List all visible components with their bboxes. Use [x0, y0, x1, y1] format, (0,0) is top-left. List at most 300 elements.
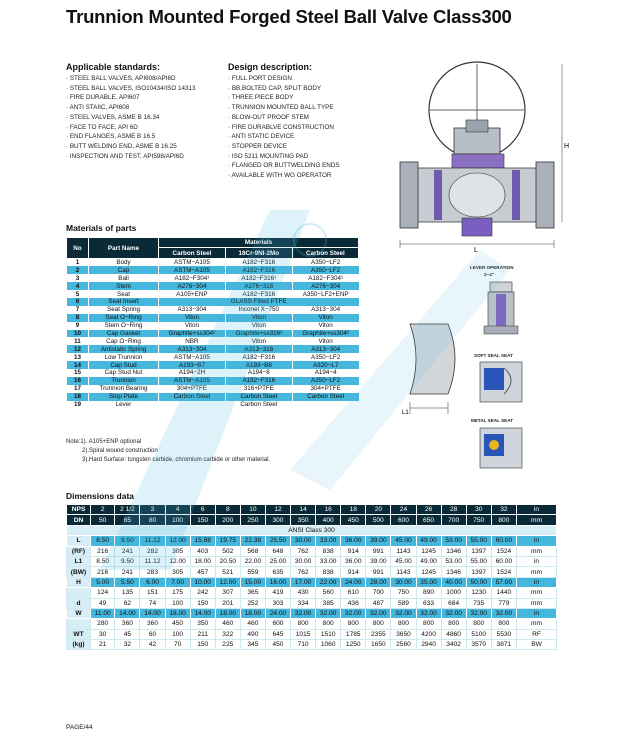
- dim-cell: 3570: [466, 640, 491, 650]
- dim-cell: 450: [341, 515, 366, 525]
- dim-cell: 800: [341, 619, 366, 629]
- materials-row: [67, 282, 359, 290]
- dim-cell: 2 1/2: [115, 505, 140, 515]
- unit-cell: in: [517, 505, 557, 515]
- dim-cell: 30.00: [291, 556, 316, 566]
- dimension-row: [67, 608, 557, 618]
- page-number: PAGE/44: [66, 724, 93, 731]
- unit-cell: mm: [517, 567, 557, 577]
- dim-cell: 20: [366, 505, 391, 515]
- dim-cell: 150: [190, 515, 215, 525]
- dim-cell: 800: [441, 619, 466, 629]
- dim-cell: 436: [341, 598, 366, 608]
- dim-cell: 305: [165, 546, 190, 556]
- material-cell: A182−F316: [225, 353, 292, 361]
- dim-cell: 633: [416, 598, 441, 608]
- dim-cell: 32.00: [491, 608, 516, 618]
- dim-cell: 32.00: [291, 608, 316, 618]
- dim-cell: 450: [265, 640, 290, 650]
- dim-cell: 62: [115, 598, 140, 608]
- dim-cell: 3402: [441, 640, 466, 650]
- class-label: ANSI Class 300: [67, 525, 557, 535]
- row-label: L1: [67, 556, 91, 566]
- materials-row: [67, 385, 359, 393]
- row-label: NPS: [67, 505, 91, 515]
- part-number: 17: [67, 385, 89, 393]
- material-cell: Viton: [225, 314, 292, 322]
- dim-cell: 100: [165, 629, 190, 639]
- dim-cell: 45: [115, 629, 140, 639]
- materials-row: [67, 401, 359, 409]
- dim-cell: 1510: [316, 629, 341, 639]
- material-cell: 304+PTFE: [292, 385, 358, 393]
- design-item: · ANTI STATIC DEVICE: [228, 133, 295, 141]
- material-cell: A313−304: [292, 306, 358, 314]
- dim-cell: 838: [316, 546, 341, 556]
- dim-cell: 33.00: [316, 536, 341, 546]
- dimension-row: [67, 598, 557, 608]
- dim-cell: 55.00: [466, 536, 491, 546]
- material-cell: Viton: [292, 322, 358, 330]
- dim-cell: 32: [491, 505, 516, 515]
- row-label: (RF): [67, 546, 91, 556]
- part-number: 11: [67, 337, 89, 345]
- dim-cell: 216: [91, 567, 115, 577]
- lever-operation-label: LEVER OPERATION: [470, 265, 514, 270]
- dim-cell: 460: [215, 619, 240, 629]
- dim-cell: 19.75: [215, 536, 240, 546]
- dim-cell: 36.00: [341, 556, 366, 566]
- dim-cell: 15.88: [190, 536, 215, 546]
- part-name: Seat: [89, 290, 159, 298]
- standards-item: · STEEL BALL VALVES, API608/API6D: [66, 75, 176, 82]
- part-name: Cap O−Ring: [89, 337, 159, 345]
- dim-cell: 1060: [316, 640, 341, 650]
- materials-row: [67, 314, 359, 322]
- dim-cell: 648: [265, 546, 290, 556]
- dim-cell: 305: [165, 567, 190, 577]
- col-stainless: 18Cr-9NI-2Mo: [225, 248, 292, 259]
- material-cell: A313−304: [292, 345, 358, 353]
- materials-row: [67, 322, 359, 330]
- dim-cell: 560: [316, 588, 341, 598]
- dim-cell: 9.50: [115, 536, 140, 546]
- dim-cell: 24: [391, 505, 416, 515]
- dim-cell: 24.00: [341, 577, 366, 587]
- dim-cell: 385: [316, 598, 341, 608]
- col-no: No: [67, 238, 89, 259]
- dim-cell: 4: [165, 505, 190, 515]
- part-name: Seat Insert: [89, 298, 159, 306]
- dim-cell: 800: [291, 619, 316, 629]
- dim-cell: 2355: [366, 629, 391, 639]
- dim-cell: 80: [140, 515, 165, 525]
- dim-cell: 403: [190, 546, 215, 556]
- dimension-row: [67, 536, 557, 546]
- materials-row: [67, 330, 359, 338]
- material-cell: A276−304: [159, 282, 226, 290]
- dim-cell: 14.00: [140, 608, 165, 618]
- standards-item: · STEEL BALL VALVES, ISO10434/ISO 14313: [66, 84, 196, 92]
- material-cell: Viton: [225, 322, 292, 330]
- material-cell: Viton: [292, 337, 358, 345]
- unit-cell: in: [517, 536, 557, 546]
- page-title: Trunnion Mounted Forged Steel Ball Valve Class300: [66, 6, 512, 27]
- dim-cell: 57.00: [491, 577, 516, 587]
- soft-seal-label: SOFT SEAL SEAT: [474, 353, 513, 358]
- dim-cell: 600: [265, 619, 290, 629]
- material-cell: NBR: [159, 337, 226, 345]
- dim-cell: 135: [115, 588, 140, 598]
- dim-cell: 1397: [466, 567, 491, 577]
- dimensions-heading: Dimensions data: [66, 491, 135, 501]
- material-cell: A182−F304¹: [292, 274, 358, 282]
- design-item: · BB,BOLTED CAP, SPLIT BODY: [228, 84, 322, 92]
- dim-label-l: L: [474, 247, 478, 254]
- material-cell: Viton: [292, 314, 358, 322]
- dim-cell: 568: [240, 546, 265, 556]
- material-cell: A350−LF2+ENP: [292, 290, 358, 298]
- dim-cell: 11.12: [140, 556, 165, 566]
- lever-angle-label: 2−4": [484, 272, 494, 277]
- material-cell: A313−304: [159, 306, 226, 314]
- part-number: 2: [67, 266, 89, 274]
- dim-cell: 419: [265, 588, 290, 598]
- dim-cell: 252: [240, 598, 265, 608]
- dim-cell: 53.00: [441, 536, 466, 546]
- dim-cell: 12: [265, 505, 290, 515]
- dim-cell: 16.00: [265, 577, 290, 587]
- nps-row: [67, 505, 557, 515]
- dim-cell: 1000: [441, 588, 466, 598]
- dim-cell: 1346: [441, 567, 466, 577]
- body-section-drawing: [398, 318, 470, 422]
- dim-cell: 3650: [391, 629, 416, 639]
- part-name: Cap Gasket: [89, 330, 159, 338]
- part-name: Antistatic Spring: [89, 345, 159, 353]
- dim-cell: 5.50: [115, 577, 140, 587]
- dim-cell: 8: [215, 505, 240, 515]
- dim-cell: 15.00: [240, 577, 265, 587]
- dim-cell: 1524: [491, 546, 516, 556]
- dim-cell: 490: [240, 629, 265, 639]
- dim-cell: 502: [215, 546, 240, 556]
- dim-cell: 49.00: [416, 536, 441, 546]
- dim-cell: 36.00: [341, 536, 366, 546]
- dimension-row: [67, 640, 557, 650]
- dim-cell: 1230: [466, 588, 491, 598]
- material-cell: Graphite+ss304²: [159, 330, 226, 338]
- dim-cell: 124: [91, 588, 115, 598]
- dim-cell: 521: [215, 567, 240, 577]
- dim-cell: 18.00: [215, 608, 240, 618]
- material-cell: A276−304: [292, 282, 358, 290]
- dim-cell: 49: [91, 598, 115, 608]
- dim-cell: 735: [466, 598, 491, 608]
- dim-cell: 20.50: [215, 556, 240, 566]
- note-3: 3).Hard Surface: tungsten carbide, chromium carbide or other material.: [82, 456, 271, 463]
- design-item: · FULL PORT DESIGN: [228, 75, 292, 82]
- dim-cell: 216: [91, 546, 115, 556]
- dim-cell: 30.00: [291, 536, 316, 546]
- material-cell: Viton: [159, 314, 226, 322]
- dim-cell: 800: [416, 619, 441, 629]
- dimension-row: [67, 577, 557, 587]
- dim-cell: 1650: [366, 640, 391, 650]
- dim-cell: 307: [215, 588, 240, 598]
- dim-cell: 39.00: [366, 556, 391, 566]
- design-item: · ISO 5211 MOUNTING PAD: [228, 152, 309, 160]
- dim-cell: 360: [115, 619, 140, 629]
- material-cell: Graphite+ss316²: [225, 330, 292, 338]
- part-name: Trunnion Bearing: [89, 385, 159, 393]
- dim-cell: 5100: [466, 629, 491, 639]
- dim-cell: 9.50: [115, 556, 140, 566]
- dim-cell: 1143: [391, 567, 416, 577]
- dim-cell: 1440: [491, 588, 516, 598]
- material-cell: Inconel X−750: [225, 306, 292, 314]
- materials-row: [67, 369, 359, 377]
- dim-cell: 838: [316, 567, 341, 577]
- materials-heading: Materials of parts: [66, 223, 137, 233]
- material-cell: Graphite+ss304²: [292, 330, 358, 338]
- dim-cell: 60: [140, 629, 165, 639]
- material-cell: A193−B7: [159, 361, 226, 369]
- design-item: · STOPPER DEVICE: [228, 142, 288, 150]
- dim-cell: 74: [140, 598, 165, 608]
- dim-cell: 2: [91, 505, 115, 515]
- dim-cell: 280: [91, 619, 115, 629]
- materials-row: [67, 361, 359, 369]
- dim-cell: 350: [291, 515, 316, 525]
- dim-cell: 710: [291, 640, 316, 650]
- part-name: Stem: [89, 282, 159, 290]
- dimension-row: [67, 619, 557, 629]
- standards-item: · FIRE DURABLE, API607: [66, 94, 140, 102]
- dim-cell: 650: [416, 515, 441, 525]
- soft-seal-drawing: [478, 360, 524, 404]
- dim-cell: 750: [391, 588, 416, 598]
- dim-label-h: H: [564, 143, 570, 150]
- material-cell: A276−316: [225, 282, 292, 290]
- dim-cell: 1397: [466, 546, 491, 556]
- part-name: Cap Stud: [89, 361, 159, 369]
- standards-item: · ANTI STAIIC, API608: [66, 104, 130, 112]
- dim-cell: 800: [316, 619, 341, 629]
- part-name: Cap: [89, 266, 159, 274]
- materials-row: [67, 259, 359, 267]
- dim-cell: 225: [215, 640, 240, 650]
- standards-item: · FACE TO FACE, API 6D: [66, 123, 138, 131]
- dim-cell: 800: [466, 619, 491, 629]
- valve-drawing: [392, 58, 572, 254]
- unit-cell: mm: [517, 619, 557, 629]
- col-part-name: Part Name: [89, 238, 159, 259]
- dim-cell: 762: [291, 567, 316, 577]
- material-cell: A182−F316: [225, 259, 292, 267]
- metal-seal-drawing: [478, 426, 524, 470]
- dim-cell: 3: [140, 505, 165, 515]
- row-label: (BW): [67, 567, 91, 577]
- dim-cell: 800: [391, 619, 416, 629]
- dim-cell: 18.00: [165, 608, 190, 618]
- dim-cell: 60.00: [491, 556, 516, 566]
- dim-cell: 283: [140, 567, 165, 577]
- dim-cell: 460: [240, 619, 265, 629]
- material-cell: A350−LF2: [292, 353, 358, 361]
- dim-cell: 100: [165, 515, 190, 525]
- standards-item: · INSPECTION AND TEST, API598/API6D: [66, 152, 184, 160]
- material-cell: A182−F316: [225, 266, 292, 274]
- dim-cell: 11.00: [91, 608, 115, 618]
- materials-row: [67, 290, 359, 298]
- dim-cell: 890: [416, 588, 441, 598]
- dim-cell: 100: [165, 598, 190, 608]
- dim-cell: 49.00: [416, 556, 441, 566]
- material-cell: GLASS Filled PTFE: [159, 298, 359, 306]
- material-cell: A182−F304¹: [159, 274, 226, 282]
- dim-cell: 2560: [391, 640, 416, 650]
- dim-cell: 25.00: [265, 556, 290, 566]
- part-name: Stop Plate: [89, 393, 159, 401]
- materials-row: [67, 345, 359, 353]
- material-cell: A313−316: [225, 345, 292, 353]
- part-name: Ball: [89, 274, 159, 282]
- dim-cell: 14: [291, 505, 316, 515]
- dim-cell: 242: [190, 588, 215, 598]
- dim-cell: 151: [140, 588, 165, 598]
- part-name: Seat Spring: [89, 306, 159, 314]
- dim-cell: 6.00: [140, 577, 165, 587]
- dim-cell: 450: [165, 619, 190, 629]
- dim-cell: 914: [341, 567, 366, 577]
- dim-cell: 487: [366, 598, 391, 608]
- dim-cell: 400: [316, 515, 341, 525]
- materials-table: [66, 237, 359, 408]
- lever-drawing: [478, 278, 524, 340]
- dn-row: [67, 515, 557, 525]
- dim-cell: 360: [140, 619, 165, 629]
- dim-cell: 322: [215, 629, 240, 639]
- dim-cell: 4200: [416, 629, 441, 639]
- material-cell: Carbon Steel: [292, 393, 358, 401]
- dim-cell: 750: [466, 515, 491, 525]
- dim-cell: 1346: [441, 546, 466, 556]
- unit-cell: in: [517, 577, 557, 587]
- dim-cell: 700: [441, 515, 466, 525]
- dim-cell: 4860: [441, 629, 466, 639]
- material-cell: A320−L7: [292, 361, 358, 369]
- design-item: · THREE PIECE BODY: [228, 94, 294, 102]
- dim-cell: 30.00: [391, 577, 416, 587]
- material-cell: A313−304: [159, 345, 226, 353]
- dim-cell: 150: [190, 640, 215, 650]
- part-name: Low Trunnion: [89, 353, 159, 361]
- row-label: DN: [67, 515, 91, 525]
- material-cell: Carbon Steel: [159, 401, 359, 409]
- part-number: 7: [67, 306, 89, 314]
- design-heading: Design description:: [228, 62, 313, 72]
- ball: [449, 173, 505, 217]
- dim-cell: 3871: [491, 640, 516, 650]
- dim-cell: 30: [91, 629, 115, 639]
- dim-cell: 6: [190, 505, 215, 515]
- class-row: [67, 525, 557, 535]
- dim-cell: 35.00: [416, 577, 441, 587]
- notes: [66, 438, 270, 464]
- part-name: Cap Stud Nut: [89, 369, 159, 377]
- note-1: Note:1). A105+ENP optional: [66, 439, 142, 445]
- dimension-row: [67, 546, 557, 556]
- dim-cell: 1785: [341, 629, 366, 639]
- dim-cell: 5530: [491, 629, 516, 639]
- dim-cell: 991: [366, 567, 391, 577]
- dim-cell: 40.00: [441, 577, 466, 587]
- material-cell: 316+PTFE: [225, 385, 292, 393]
- dim-cell: 350: [190, 619, 215, 629]
- part-name: Body: [89, 259, 159, 267]
- part-number: 15: [67, 369, 89, 377]
- dim-cell: 32.00: [366, 608, 391, 618]
- dim-cell: 457: [190, 567, 215, 577]
- dim-cell: 684: [441, 598, 466, 608]
- part-number: 5: [67, 290, 89, 298]
- dim-cell: 635: [265, 567, 290, 577]
- dimension-row: [67, 588, 557, 598]
- dim-cell: 17.00: [291, 577, 316, 587]
- materials-row: [67, 377, 359, 385]
- dim-cell: 500: [366, 515, 391, 525]
- dim-cell: 8.50: [91, 556, 115, 566]
- row-label: (kg): [67, 640, 91, 650]
- material-cell: A105+ENP: [159, 290, 226, 298]
- dim-cell: 28: [441, 505, 466, 515]
- col-carbon-steel: Carbon Steel: [159, 248, 226, 259]
- dim-cell: 22.00: [316, 577, 341, 587]
- dim-cell: 55.00: [466, 556, 491, 566]
- dim-cell: 1245: [416, 567, 441, 577]
- dim-cell: 991: [366, 546, 391, 556]
- dim-cell: 645: [265, 629, 290, 639]
- part-number: 3: [67, 274, 89, 282]
- part-number: 16: [67, 377, 89, 385]
- unit-cell: BW: [517, 640, 557, 650]
- dim-cell: 32.00: [316, 608, 341, 618]
- row-label: L: [67, 536, 91, 546]
- dim-cell: 32: [115, 640, 140, 650]
- part-number: 9: [67, 322, 89, 330]
- dimension-row: [67, 567, 557, 577]
- dim-cell: 10.00: [190, 577, 215, 587]
- design-item: · TRUNNION MOUNTED BALL TYPE: [228, 104, 334, 112]
- standards-item: · END FLANGES, ASME B 16.5: [66, 133, 156, 141]
- col-carbon-steel-2: Carbon Steel: [292, 248, 358, 259]
- material-cell: Carbon Steel: [159, 393, 226, 401]
- materials-row: [67, 266, 359, 274]
- design-item: · FLANGED OR BUTTWELDING ENDS: [228, 162, 340, 170]
- materials-row: [67, 306, 359, 314]
- material-cell: ASTM−A105: [159, 266, 226, 274]
- dim-cell: 241: [115, 546, 140, 556]
- dim-cell: 303: [265, 598, 290, 608]
- dimensions-table: [66, 504, 557, 650]
- dim-cell: 16: [316, 505, 341, 515]
- part-number: 4: [67, 282, 89, 290]
- dim-cell: 345: [240, 640, 265, 650]
- dim-cell: 5.00: [91, 577, 115, 587]
- dim-cell: 10: [240, 505, 265, 515]
- materials-row: [67, 337, 359, 345]
